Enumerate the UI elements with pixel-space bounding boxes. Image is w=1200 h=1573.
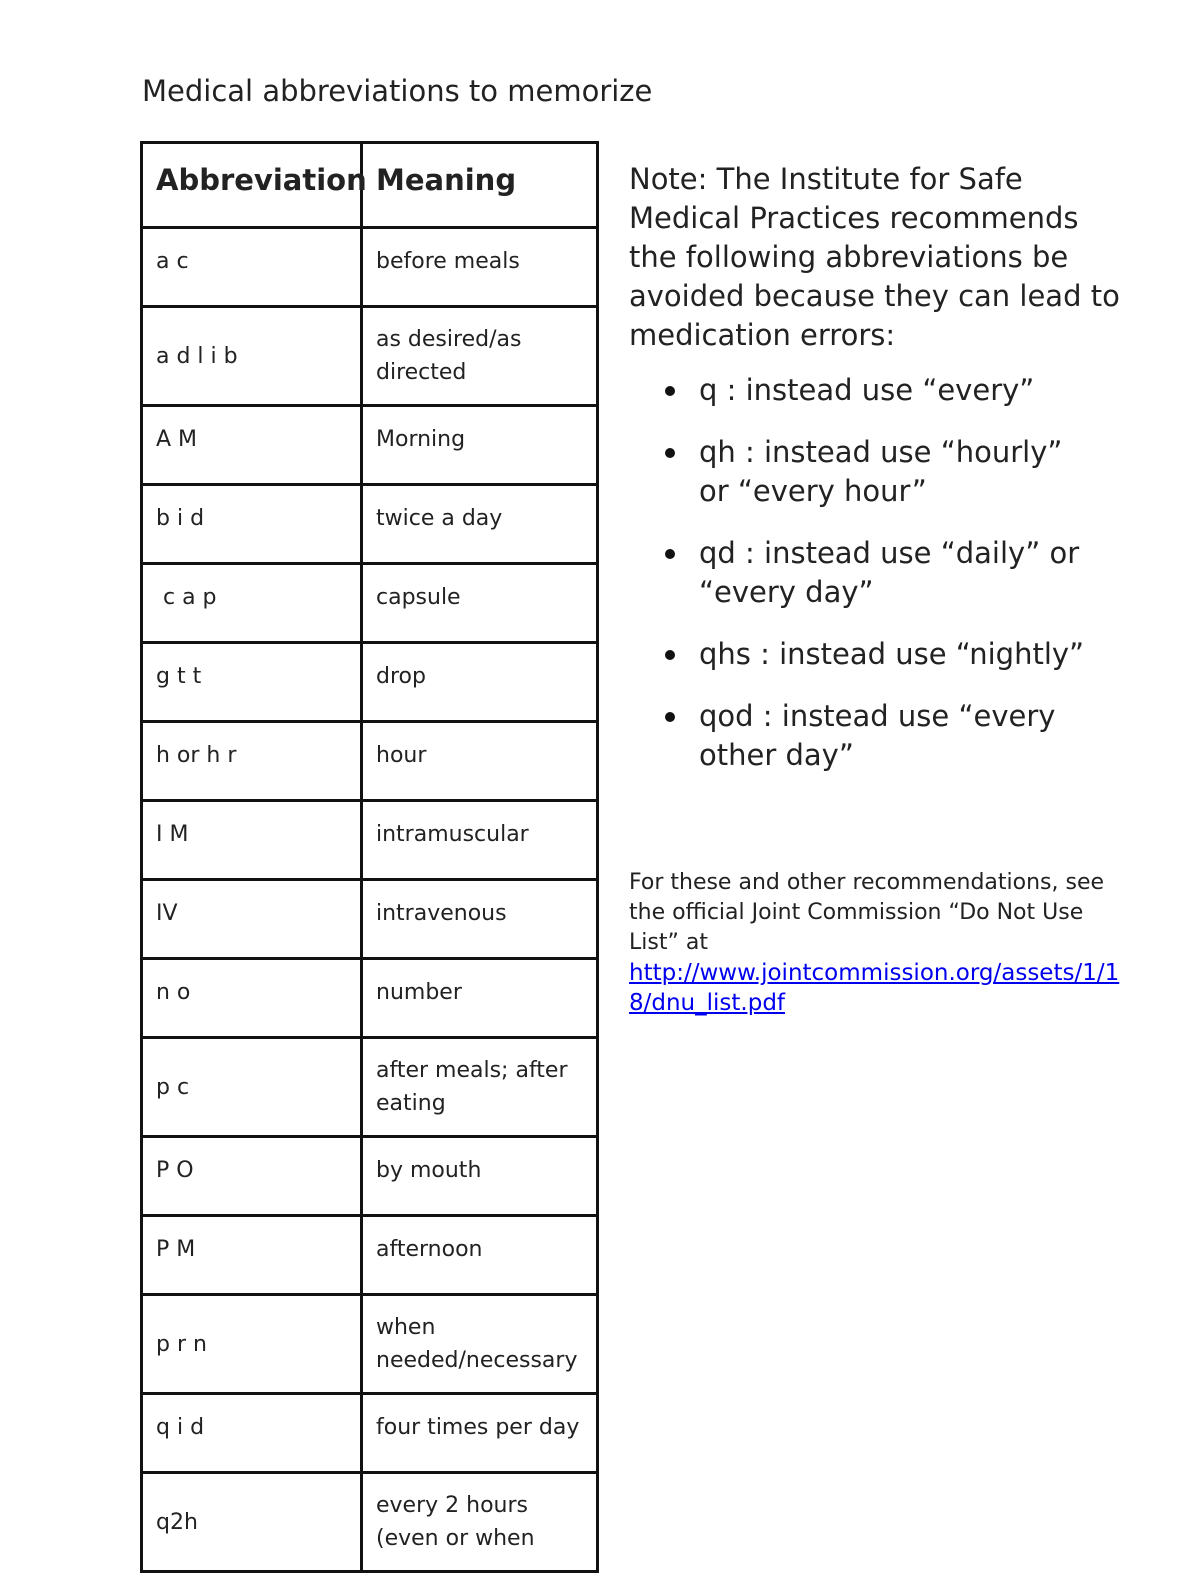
abbreviation-cell: p r n — [142, 1295, 362, 1394]
abbreviation-cell: P M — [142, 1216, 362, 1295]
bullet-icon — [665, 386, 675, 396]
avoid-list-item — [629, 534, 1099, 612]
abbreviation-cell: p c — [142, 1038, 362, 1137]
avoid-item-text: qod : instead use “every other day” — [699, 699, 1056, 772]
abbreviation-cell: I M — [142, 801, 362, 880]
avoid-list — [629, 371, 1129, 775]
meaning-cell: hour — [362, 722, 598, 801]
abbreviations-table — [140, 141, 599, 1573]
avoid-list-item — [629, 697, 1099, 775]
avoid-item-text: qhs : instead use “nightly” — [699, 637, 1085, 671]
table-row — [142, 406, 598, 485]
table-row — [142, 307, 598, 406]
header-meaning: Meaning — [362, 143, 598, 228]
abbreviation-cell: IV — [142, 880, 362, 959]
abbreviation-cell: c a p — [142, 564, 362, 643]
meaning-cell: twice a day — [362, 485, 598, 564]
reference-section — [629, 868, 1129, 1018]
meaning-cell: every 2 hours (even or when — [362, 1473, 598, 1572]
table-row — [142, 1216, 598, 1295]
abbreviation-cell: a d l i b — [142, 307, 362, 406]
table-body — [142, 228, 598, 1572]
abbreviation-cell: h or h r — [142, 722, 362, 801]
table-row — [142, 485, 598, 564]
avoid-item-text: q : instead use “every” — [699, 373, 1035, 407]
table-row — [142, 801, 598, 880]
table-row — [142, 722, 598, 801]
meaning-cell: intramuscular — [362, 801, 598, 880]
meaning-cell: number — [362, 959, 598, 1038]
meaning-cell: as desired/as directed — [362, 307, 598, 406]
page-title: Medical abbreviations to memorize — [142, 74, 653, 108]
table-row — [142, 1137, 598, 1216]
abbreviation-cell: A M — [142, 406, 362, 485]
abbreviation-cell: n o — [142, 959, 362, 1038]
header-abbreviation: Abbreviation — [142, 143, 362, 228]
table-row — [142, 959, 598, 1038]
table-row — [142, 1473, 598, 1572]
do-not-use-list-link[interactable]: http://www.jointcommission.org/assets/1/18/dnu_list.pdf — [629, 960, 1120, 1016]
meaning-cell: when needed/necessary — [362, 1295, 598, 1394]
table-row — [142, 1038, 598, 1137]
table-row — [142, 564, 598, 643]
table-row — [142, 1394, 598, 1473]
bullet-icon — [665, 712, 675, 722]
abbreviation-cell: b i d — [142, 485, 362, 564]
abbreviation-cell: q2h — [142, 1473, 362, 1572]
table-row — [142, 1295, 598, 1394]
meaning-cell: drop — [362, 643, 598, 722]
avoid-item-text: qh : instead use “hourly” or “every hour” — [699, 435, 1063, 508]
avoid-list-item — [629, 635, 1099, 674]
table-row — [142, 643, 598, 722]
meaning-cell: intravenous — [362, 880, 598, 959]
note-section — [629, 160, 1129, 798]
abbreviation-cell: g t t — [142, 643, 362, 722]
table-header-row — [142, 143, 598, 228]
table-row — [142, 228, 598, 307]
bullet-icon — [665, 549, 675, 559]
avoid-item-text: qd : instead use “daily” or “every day” — [699, 536, 1080, 609]
abbreviation-cell: a c — [142, 228, 362, 307]
meaning-cell: by mouth — [362, 1137, 598, 1216]
reference-text: For these and other recommendations, see the official Joint Commission “Do Not Use List” at — [629, 870, 1105, 955]
table-row — [142, 880, 598, 959]
bullet-icon — [665, 448, 675, 458]
meaning-cell: afternoon — [362, 1216, 598, 1295]
meaning-cell: after meals; after eating — [362, 1038, 598, 1137]
meaning-cell: Morning — [362, 406, 598, 485]
meaning-cell: four times per day — [362, 1394, 598, 1473]
bullet-icon — [665, 650, 675, 660]
abbreviation-cell: q i d — [142, 1394, 362, 1473]
meaning-cell: before meals — [362, 228, 598, 307]
avoid-list-item — [629, 371, 1099, 410]
note-text: Note: The Institute for Safe Medical Practices recommends the following abbreviations be avoided because they can lead to medication errors: — [629, 162, 1120, 352]
meaning-cell: capsule — [362, 564, 598, 643]
abbreviation-cell: P O — [142, 1137, 362, 1216]
avoid-list-item — [629, 433, 1099, 511]
